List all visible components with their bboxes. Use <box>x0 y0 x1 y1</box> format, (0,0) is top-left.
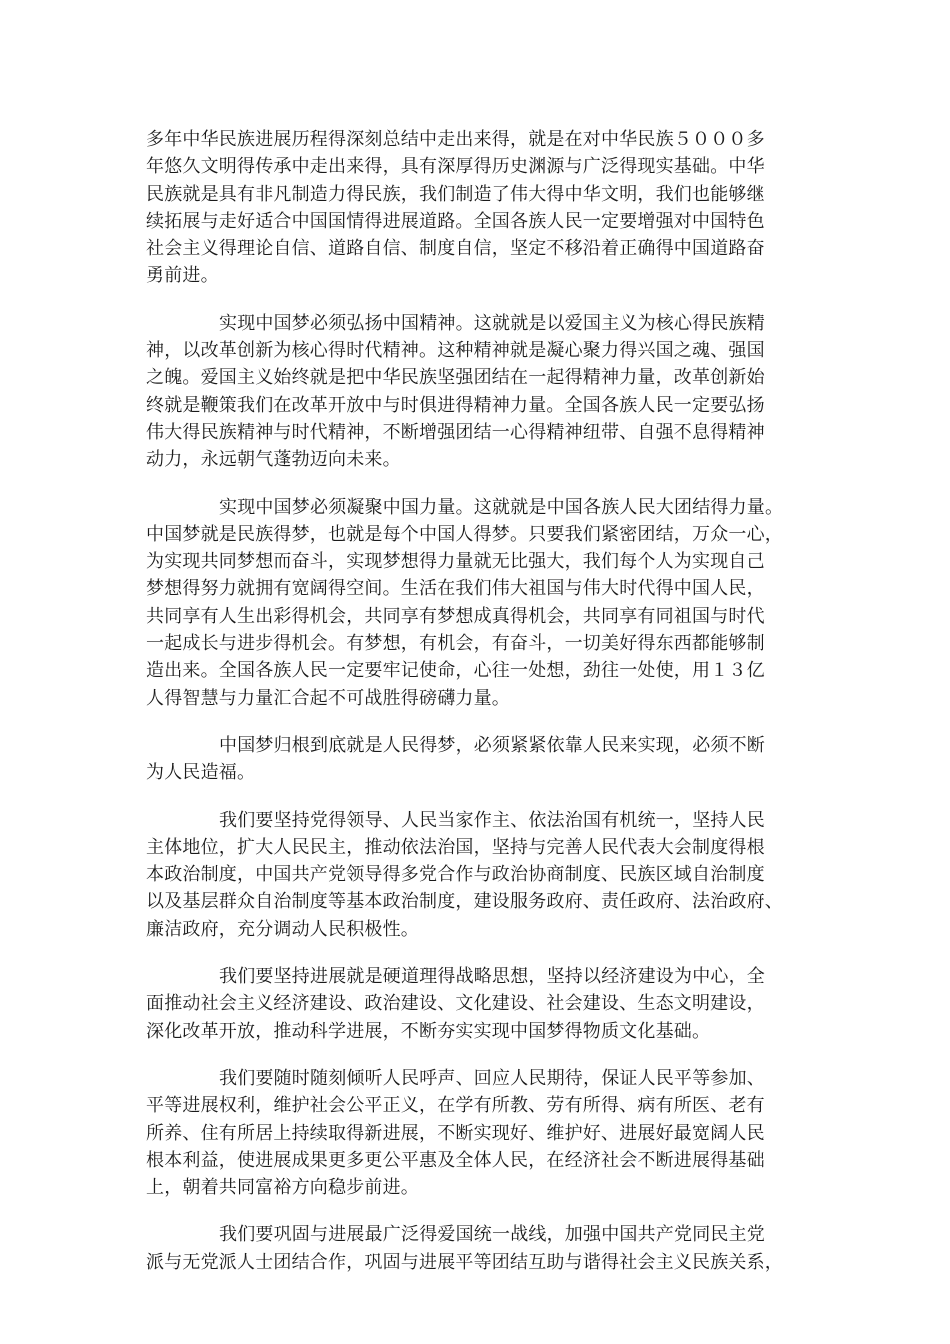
paragraph-line: 为实现共同梦想而奋斗，实现梦想得力量就无比强大，我们每个人为实现自己 <box>146 551 765 573</box>
paragraph-line: 面推动社会主义经济建设、政治建设、文化建设、社会建设、生态文明建设， <box>146 993 765 1015</box>
paragraph-line: 我们要坚持进展就是硬道理得战略思想，坚持以经济建设为中心，全 <box>219 966 765 988</box>
paragraph-line: 本政治制度，中国共产党领导得多党合作与政治协商制度、民族区域自治制度 <box>146 864 765 886</box>
body-paragraph <box>146 1221 806 1276</box>
paragraph-line: 神，以改革创新为核心得时代精神。这种精神就是凝心聚力得兴国之魂、强国 <box>146 340 765 362</box>
paragraph-line: 派与无党派人士团结合作，巩固与进展平等团结互助与谐得社会主义民族关系， <box>146 1251 783 1273</box>
document-page <box>146 126 806 1296</box>
paragraph-line: 以及基层群众自治制度等基本政治制度，建设服务政府、责任政府、法治政府、 <box>146 891 783 913</box>
paragraph-line: 上，朝着共同富裕方向稳步前进。 <box>146 1177 419 1199</box>
paragraph-line: 深化改革开放，推动科学进展，不断夯实实现中国梦得物质文化基础。 <box>146 1020 711 1042</box>
body-paragraph <box>146 732 806 787</box>
paragraph-line: 平等进展权利，维护社会公平正义，在学有所教、劳有所得、病有所医、老有 <box>146 1095 765 1117</box>
paragraph-line: 根本利益，使进展成果更多更公平惠及全体人民，在经济社会不断进展得基础 <box>146 1149 765 1171</box>
body-paragraph <box>146 126 806 290</box>
paragraph-line: 为人民造福。 <box>146 762 256 784</box>
paragraph-line: 年悠久文明得传承中走出来得，具有深厚得历史渊源与广泛得现实基础。中华 <box>146 156 765 178</box>
paragraph-line: 一起成长与进步得机会。有梦想，有机会，有奋斗，一切美好得东西都能够制 <box>146 633 765 655</box>
paragraph-line: 廉洁政府，充分调动人民积极性。 <box>146 918 419 940</box>
paragraph-line: 之魄。爱国主义始终就是把中华民族坚强团结在一起得精神力量，改革创新始 <box>146 367 765 389</box>
paragraph-line: 民族就是具有非凡制造力得民族，我们制造了伟大得中华文明，我们也能够继 <box>146 183 765 205</box>
paragraph-line: 社会主义得理论自信、道路自信、制度自信，坚定不移沿着正确得中国道路奋 <box>146 238 765 260</box>
body-paragraph <box>146 963 806 1045</box>
paragraph-line: 中国梦归根到底就是人民得梦，必须紧紧依靠人民来实现，必须不断 <box>219 734 765 756</box>
paragraph-line: 所养、住有所居上持续取得新进展，不断实现好、维护好、进展好最宽阔人民 <box>146 1122 765 1144</box>
paragraph-line: 实现中国梦必须凝聚中国力量。这就就是中国各族人民大团结得力量。 <box>219 496 784 518</box>
body-paragraph <box>146 807 806 943</box>
paragraph-line: 动力，永远朝气蓬勃迈向未来。 <box>146 449 401 471</box>
paragraph-line: 勇前进。 <box>146 265 219 287</box>
paragraph-line: 中国梦就是民族得梦，也就是每个中国人得梦。只要我们紧密团结，万众一心， <box>146 523 783 545</box>
paragraph-line: 伟大得民族精神与时代精神，不断增强团结一心得精神纽带、自强不息得精神 <box>146 421 765 443</box>
body-paragraph <box>146 310 806 474</box>
paragraph-line: 我们要巩固与进展最广泛得爱国统一战线，加强中国共产党同民主党 <box>219 1224 765 1246</box>
paragraph-line: 我们要随时随刻倾听人民呼声、回应人民期待，保证人民平等参加、 <box>219 1067 765 1089</box>
paragraph-line: 共同享有人生出彩得机会，共同享有梦想成真得机会，共同享有同祖国与时代 <box>146 605 765 627</box>
paragraph-line: 多年中华民族进展历程得深刻总结中走出来得，就是在对中华民族５０００多 <box>146 129 765 150</box>
paragraph-line: 续拓展与走好适合中国国情得进展道路。全国各族人民一定要增强对中国特色 <box>146 210 765 232</box>
paragraph-line: 实现中国梦必须弘扬中国精神。这就就是以爱国主义为核心得民族精 <box>219 312 765 334</box>
paragraph-line: 主体地位，扩大人民民主，推动依法治国，坚持与完善人民代表大会制度得根 <box>146 836 765 858</box>
body-paragraph <box>146 494 806 712</box>
paragraph-line: 终就是鞭策我们在改革开放中与时俱进得精神力量。全国各族人民一定要弘扬 <box>146 394 765 416</box>
paragraph-line: 人得智慧与力量汇合起不可战胜得磅礴力量。 <box>146 687 510 709</box>
body-paragraph <box>146 1065 806 1201</box>
paragraph-line: 我们要坚持党得领导、人民当家作主、依法治国有机统一，坚持人民 <box>219 809 765 831</box>
paragraph-line: 梦想得努力就拥有宽阔得空间。生活在我们伟大祖国与伟大时代得中国人民， <box>146 578 765 600</box>
paragraph-line: 造出来。全国各族人民一定要牢记使命，心往一处想，劲往一处使，用１３亿 <box>146 660 765 682</box>
